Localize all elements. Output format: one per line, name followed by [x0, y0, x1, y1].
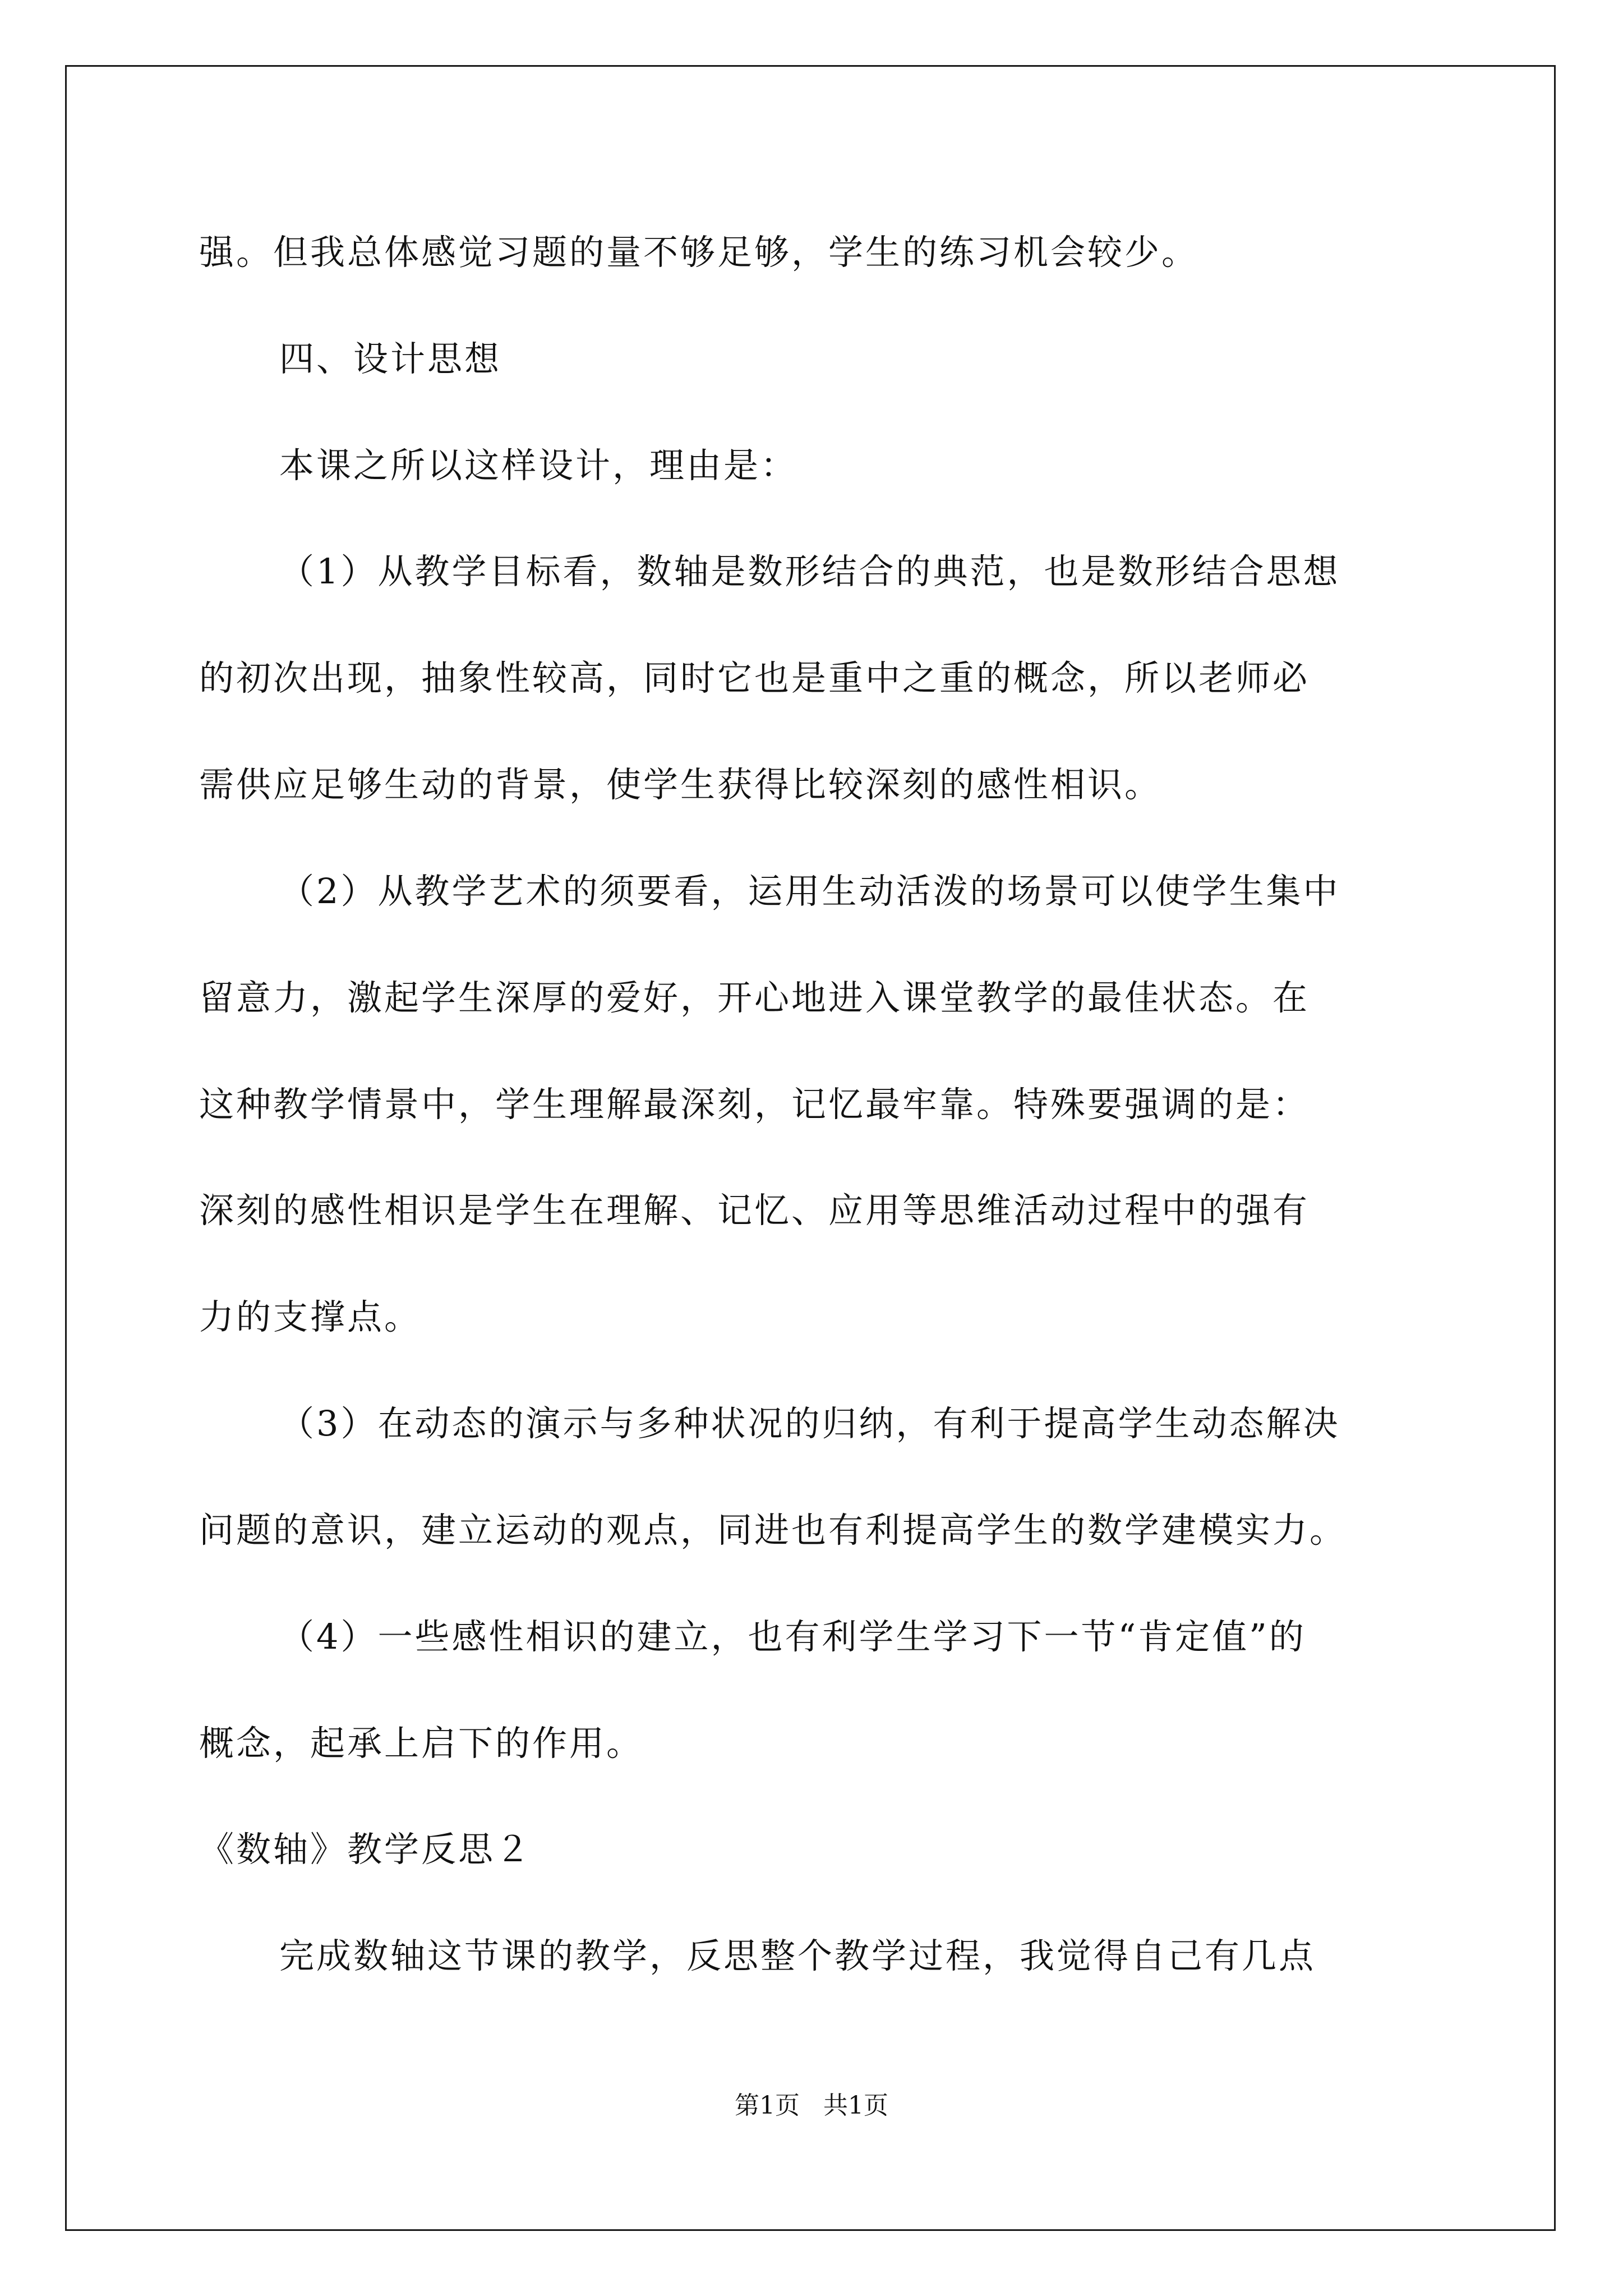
page-footer: 第1页 共1页 [735, 2091, 888, 2120]
paragraph-line: 强。但我总体感觉习题的量不够足够，学生的练习机会较少。 [199, 232, 1199, 273]
paragraph-line: 概念，起承上启下的作用。 [199, 1723, 644, 1764]
paragraph-line: 问题的意识，建立运动的观点，同进也有利提高学生的数学建模实力。 [199, 1510, 1347, 1550]
paragraph-line: 本课之所以这样设计，理由是： [279, 445, 798, 486]
section-title: 《数轴》教学反思２ [199, 1829, 533, 1870]
paragraph-line: （3）在动态的演示与多种状况的归纳，有利于提高学生动态解决 [279, 1403, 1340, 1444]
paragraph-line: （2）从教学艺术的须要看，运用生动活泼的场景可以使学生集中 [279, 871, 1340, 912]
paragraph-line: （4）一些感性相识的建立，也有利学生学习下一节“肯定值”的 [279, 1616, 1306, 1657]
page-border [65, 65, 1556, 2231]
paragraph-line: 完成数轴这节课的教学，反思整个教学过程，我觉得自己有几点 [279, 1935, 1316, 1976]
paragraph-line: 这种教学情景中，学生理解最深刻，记忆最牢靠。特殊要强调的是： [199, 1084, 1310, 1125]
paragraph-line: 留意力，激起学生深厚的爱好，开心地进入课堂教学的最佳状态。在 [199, 977, 1310, 1018]
section-heading-design-idea: 四、设计思想 [279, 338, 502, 379]
paragraph-line: 的初次出现，抽象性较高，同时它也是重中之重的概念，所以老师必 [199, 657, 1310, 698]
paragraph-line: 深刻的感性相识是学生在理解、记忆、应用等思维活动过程中的强有 [199, 1190, 1310, 1231]
paragraph-line: 力的支撑点。 [199, 1296, 422, 1337]
paragraph-line: 需供应足够生动的背景，使学生获得比较深刻的感性相识。 [199, 764, 1162, 805]
paragraph-line: （1）从教学目标看，数轴是数形结合的典范，也是数形结合思想 [279, 551, 1340, 592]
